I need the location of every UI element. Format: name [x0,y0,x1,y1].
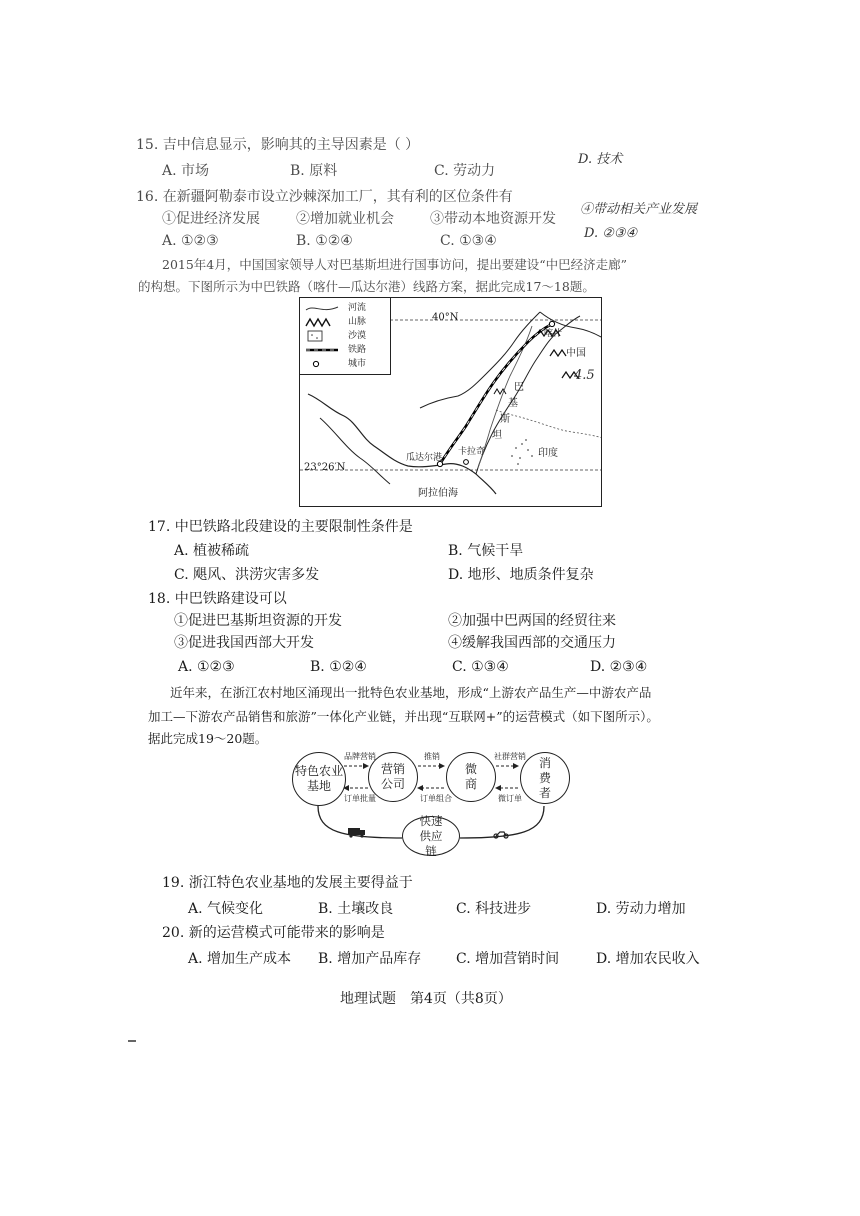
city-kashi [549,321,554,326]
q17-option-a: A. 植被稀疏 [174,543,250,559]
railway-line [440,324,552,464]
lat-tropic-label: 23°26′N [304,462,346,473]
lat-40-label: 40°N [432,312,459,323]
label-brand-marketing: 品牌营销 [344,752,376,761]
q19-option-a: A. 气候变化 [188,901,264,917]
label-order-combine: 订单组合 [420,794,452,803]
legend-mountain: 山脉 [304,316,388,330]
mountain-2 [550,350,566,356]
q15-option-a: A. 市场 [162,163,210,179]
label-pakistan-2: 基 [508,398,518,409]
node-special-agri-base: 特色农业基地 [292,752,346,806]
page-footer: 地理试题 第4页（共8页） [340,991,512,1007]
label-pakistan-3: 斯 [500,414,510,425]
node-marketing-company: 营销公司 [368,752,418,802]
node-fast-supply-chain: 快速供应链 [402,816,460,856]
q20-stem: 20. 新的运营模式可能带来的影响是 [162,925,385,941]
q19-option-d: D. 劳动力增加 [596,901,686,917]
q16-choice-1: ①促进经济发展 [162,211,260,227]
scan-mark [128,1040,136,1042]
river-ganges [496,410,602,438]
q19-option-c: C. 科技进步 [456,901,532,917]
label-kashi: 喀什 [544,329,563,339]
label-gwadar: 瓜达尔港 [406,453,443,463]
legend-railway: 铁路 [348,345,367,355]
intro2-line3: 据此完成19～20题。 [148,731,268,746]
q19-option-b: B. 土壤改良 [318,901,394,917]
q18-option-a: A. ①②③ [178,659,235,675]
label-pakistan-4: 坦 [492,430,502,441]
q16-option-a: A. ①②③ [162,233,219,249]
q17-option-c: C. 飓风、洪涝灾害多发 [174,567,320,583]
node-consumer: 消费者 [520,752,570,804]
intro2-line2: 加工—下游农产品销售和旅游”一体化产业链，并出现“互联网+”的运营模式（如下图所示）。 [148,709,659,724]
legend-river: 河流 [304,302,388,316]
q20-option-b: B. 增加产品库存 [318,951,422,967]
legend-desert: 沙漠 [304,330,388,344]
q18-option-d: D. ②③④ [590,659,648,675]
intro1-line2: 的构想。下图所示为中巴铁路（喀什—瓜达尔港）线路方案，据此完成17～18题。 [138,279,595,294]
label-micro-order: 微订单 [498,794,522,803]
gulf-coast [320,418,390,484]
intro1-line1: 2015年4月，中国国家领导人对巴基斯坦进行国事访问，提出要建设“中巴经济走廊” [162,257,628,272]
q18-choice-2: ②加强中巴两国的经贸往来 [448,613,616,629]
q18-stem: 18. 中巴铁路建设可以 [148,591,287,607]
q16-stem: 16. 在新疆阿勒泰市设立沙棘深加工厂，其有利的区位条件有 [136,189,513,205]
coastline [308,394,496,494]
q17-option-b: B. 气候干旱 [448,543,524,559]
q17-option-d: D. 地形、地质条件复杂 [448,567,594,583]
q20-option-a: A. 增加生产成本 [188,951,292,967]
label-community-marketing: 社群营销 [494,752,526,761]
q16-choice-2: ②增加就业机会 [296,211,394,227]
label-order-batch: 订单批量 [344,794,376,803]
legend-city: 城市 [304,358,388,372]
q17-stem: 17. 中巴铁路北段建设的主要限制性条件是 [148,519,413,535]
handwritten-note-1: ④带动相关产业发展 [580,202,698,217]
label-arabian-sea: 阿拉伯海 [418,488,458,499]
label-promotion: 推销 [424,752,440,761]
node-micro-merchant: 微商 [446,752,496,802]
label-india: 印度 [538,448,558,459]
q15-option-d: D. 技术 [578,152,623,167]
q18-choice-3: ③促进我国西部大开发 [174,635,314,651]
q15-stem: 15. 吉中信息显示，影响其的主导因素是（ ） [136,137,420,153]
q18-option-b: B. ①②④ [310,659,367,675]
desert-dots [511,439,533,465]
operation-model-diagram [292,748,570,856]
label-karachi: 卡拉奇 [458,447,486,457]
cpec-railway-map [299,297,602,507]
handwritten-note-3: 4.5 [574,368,595,383]
label-china: 中国 [566,348,586,359]
q15-option-b: B. 原料 [290,163,338,179]
q16-choice-3: ③带动本地资源开发 [430,211,556,227]
q20-option-d: D. 增加农民收入 [596,951,700,967]
q18-choice-4: ④缓解我国西部的交通压力 [448,635,616,651]
railway-ticks [440,324,552,464]
label-pakistan-1: 巴 [514,382,524,393]
q18-choice-1: ①促进巴基斯坦资源的开发 [174,613,342,629]
map-legend [300,298,391,375]
city-karachi [464,460,469,465]
intro2-line1: 近年来，在浙江农村地区涌现出一批特色农业基地，形成“上游农产品生产—中游农产品 [170,685,652,700]
q15-option-c: C. 劳动力 [434,163,496,179]
loop-right [460,806,544,838]
q16-option-b: B. ①②④ [296,233,353,249]
q19-stem: 19. 浙江特色农业基地的发展主要得益于 [162,875,413,891]
handwritten-note-2: D. ②③④ [584,226,638,241]
q18-option-c: C. ①③④ [452,659,509,675]
q16-option-c: C. ①③④ [440,233,497,249]
q20-option-c: C. 增加营销时间 [456,951,560,967]
